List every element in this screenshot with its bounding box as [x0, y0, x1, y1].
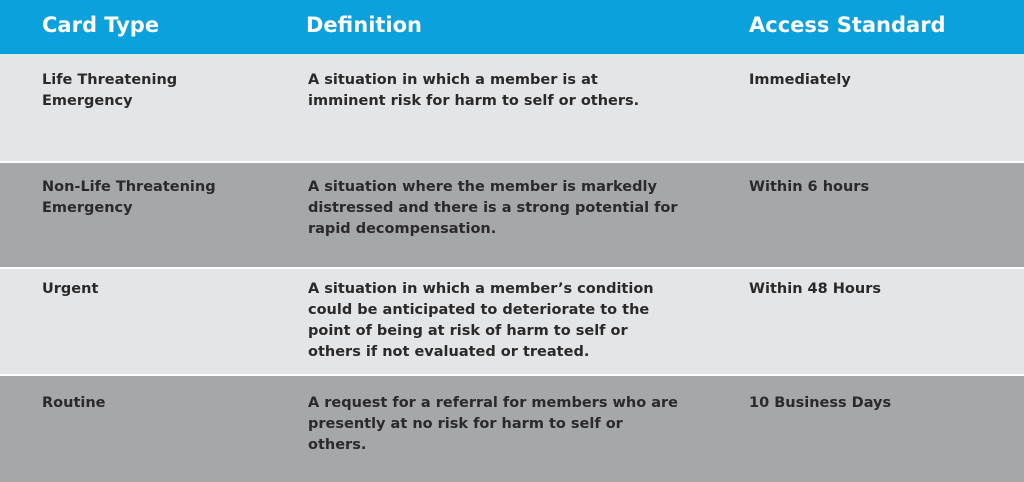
card-type-cell: Life Threatening Emergency: [42, 72, 178, 109]
header-card-type: Card Type: [42, 13, 160, 37]
card-type-cell: Urgent: [42, 281, 99, 297]
definition-cell: A situation in which a member is at imminent risk for harm to self or others.: [308, 72, 640, 109]
definition-cell: A situation in which a member’s condition could be anticipated to deteriorate to the point of being at risk of harm to self or others if not evaluated or treated.: [308, 281, 654, 360]
table-row: [0, 163, 1024, 267]
table-header: [0, 0, 1024, 54]
access-standard-cell: 10 Business Days: [749, 395, 892, 411]
definition-cell: A situation where the member is markedly distressed and there is a strong potential for rapid decompensation.: [308, 179, 678, 237]
card-type-cell: Routine: [42, 395, 106, 411]
table-row: [0, 269, 1024, 374]
table-row: [0, 376, 1024, 482]
card-type-cell: Non-Life Threatening Emergency: [42, 179, 216, 216]
access-standard-cell: Within 6 hours: [749, 179, 870, 195]
access-standard-cell: Within 48 Hours: [749, 281, 881, 297]
access-standard-cell: Immediately: [749, 72, 851, 88]
header-definition: Definition: [306, 13, 423, 37]
definition-cell: A request for a referral for members who are presently at no risk for harm to self or others.: [308, 395, 678, 453]
header-access-standard: Access Standard: [749, 13, 946, 37]
table-row: [0, 54, 1024, 161]
